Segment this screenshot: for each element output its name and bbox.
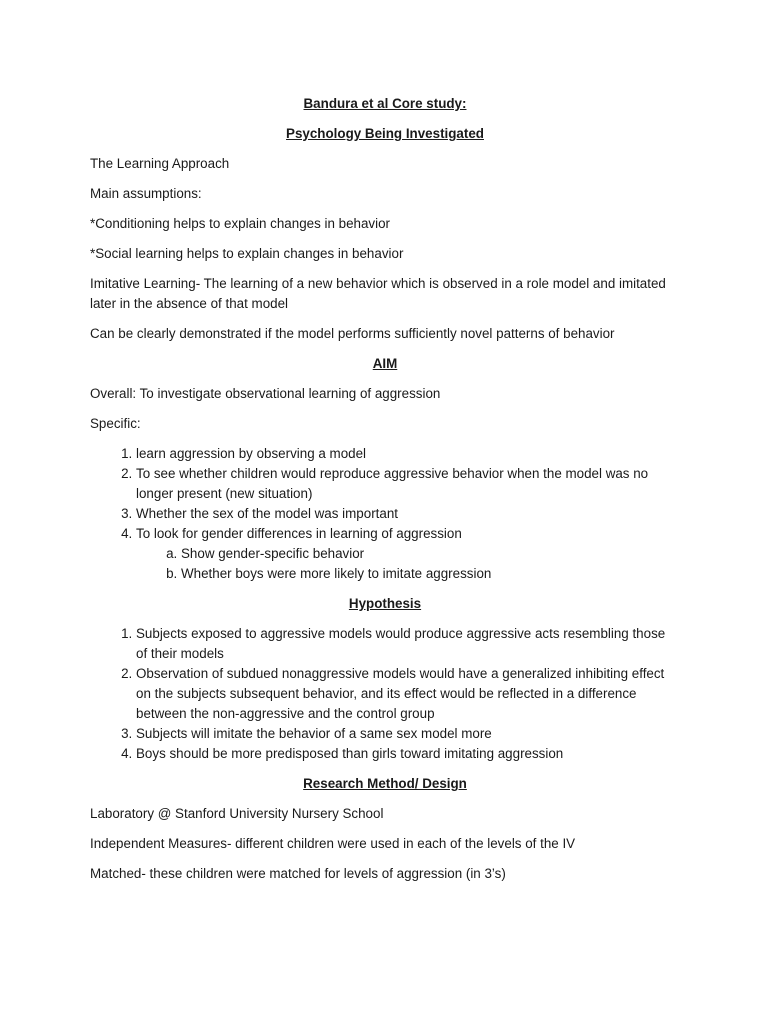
paragraph-learning-approach: The Learning Approach [90,156,230,171]
paragraph-social-learning: *Social learning helps to explain changes in behavior [90,246,404,261]
aim-list [90,444,680,584]
aim-item [136,524,680,584]
aim-item: 3. Whether the sex of the model was important [136,504,680,524]
heading-method: Research Method/ Design [303,776,467,791]
hypothesis-item: 4. Boys should be more predisposed than girls toward imitating aggression [136,744,680,764]
document-title: Bandura et al Core study: [303,96,467,111]
aim-item: 2. To see whether children would reproduce aggressive behavior when the model was no longer present (new situation) [136,464,680,504]
paragraph-aim-specific: Specific: [90,416,141,431]
paragraph-main-assumptions: Main assumptions: [90,186,202,201]
aim-sublist [136,544,680,584]
paragraph-laboratory: Laboratory @ Stanford University Nursery School [90,806,384,821]
heading-aim: AIM [372,356,398,371]
paragraph-novel-patterns: Can be clearly demonstrated if the model performs sufficiently novel patterns of behavior [90,326,615,341]
paragraph-aim-overall: Overall: To investigate observational learning of aggression [90,386,441,401]
aim-subitem: a. Show gender-specific behavior [181,544,680,564]
hypothesis-list [90,624,680,764]
aim-item: 1. learn aggression by observing a model [136,444,680,464]
paragraph-matched: Matched- these children were matched for levels of aggression (in 3’s) [90,866,506,881]
paragraph-imitative-learning: Imitative Learning- The learning of a new behavior which is observed in a role model and imitated later in the absence of that model [90,276,666,311]
heading-psychology: Psychology Being Investigated [286,126,484,141]
paragraph-conditioning: *Conditioning helps to explain changes in behavior [90,216,391,231]
aim-subitem: b. Whether boys were more likely to imitate aggression [181,564,680,584]
hypothesis-item: 2. Observation of subdued nonaggressive models would have a generalized inhibiting effect on the subjects subsequent behavior, and its effect would be reflected in a difference between the non-aggressive and the control group [136,664,680,724]
hypothesis-item: 3. Subjects will imitate the behavior of a same sex model more [136,724,680,744]
heading-hypothesis: Hypothesis [348,596,422,611]
hypothesis-item: 1. Subjects exposed to aggressive models would produce aggressive acts resembling those of their models [136,624,680,664]
document-content [90,94,680,894]
aim-item-text: To look for gender differences in learning of aggression [136,526,462,541]
paragraph-independent-measures: Independent Measures- different children were used in each of the levels of the IV [90,836,576,851]
